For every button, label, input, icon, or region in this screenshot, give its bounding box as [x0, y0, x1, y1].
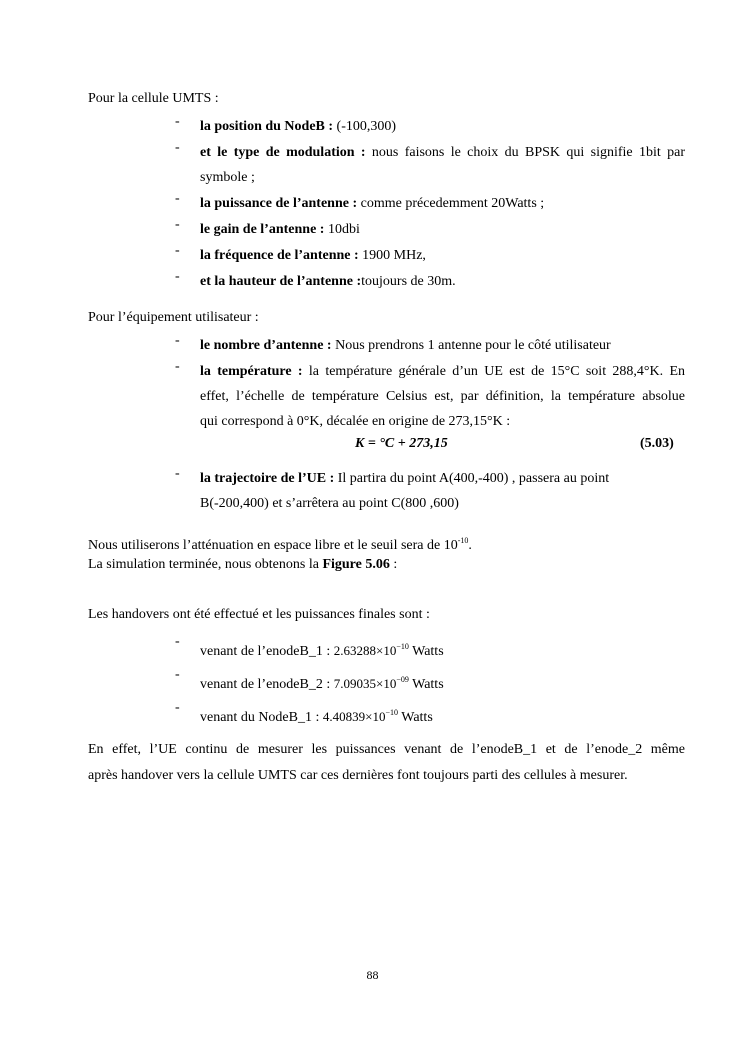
list-item-text: le nombre d’antenne : Nous prendrons 1 antenne pour le côté utilisateur [200, 338, 611, 353]
list-dash: - [175, 333, 180, 348]
list-item-text: la température : la température générale d’un UE est de 15°C soit 288,4°K. En [200, 364, 685, 379]
list-item-text: la trajectoire de l’UE : Il partira du point A(400,-400) , passera au point [200, 471, 610, 486]
power-item-text: venant de l’enodeB_2 : $7.09035\times 10^{-09}$ Watts [200, 675, 444, 692]
list-item-continuation: effet, l’échelle de température Celsius est, par définition, la température absolue [200, 389, 685, 404]
list-item-continuation: qui correspond à 0°K, décalée en origine de 273,15°K : [200, 414, 511, 429]
list-item-text: et la hauteur de l’antenne :toujours de 30m. [200, 274, 456, 289]
list-dash: - [175, 466, 180, 481]
list-dash: - [175, 269, 180, 284]
list-dash: - [175, 700, 180, 715]
power-item-text: venant de l’enodeB_1 : $2.63288\times 10^{-10}$ Watts [200, 642, 444, 659]
page-number: 88 [366, 968, 379, 982]
list-dash: - [175, 114, 180, 129]
conclusion-line: En effet, l’UE continu de mesurer les puissances venant de l’enodeB_1 et de l’enode_2 même [88, 742, 685, 757]
list-item-text: la fréquence de l’antenne : 1900 MHz, [200, 248, 426, 263]
list-item-text: et le type de modulation : nous faisons le choix du BPSK qui signifie 1bit par [200, 145, 685, 160]
list-dash: - [175, 140, 180, 155]
conclusion-line: après handover vers la cellule UMTS car ces dernières font toujours parti des cellules à mesurer. [88, 768, 628, 783]
list-dash: - [175, 667, 180, 682]
list-item-text: la position du NodeB : (-100,300) [200, 119, 397, 134]
attenuation-paragraph: Nous utiliserons l’atténuation en espace libre et le seuil sera de $10^{-10}$. [88, 536, 472, 553]
list-item-continuation: symbole ; [200, 170, 255, 185]
equation-number: (5.03) [640, 436, 674, 451]
simulation-paragraph: La simulation terminée, nous obtenons la Figure 5.06 : [88, 557, 398, 572]
list-dash: - [175, 217, 180, 232]
power-item-text: venant du NodeB_1 : $4.40839\times 10^{-10}$ Watts [200, 708, 433, 725]
section-umts-heading: Pour la cellule UMTS : [88, 91, 219, 106]
list-dash: - [175, 634, 180, 649]
list-dash: - [175, 359, 180, 374]
handover-heading: Les handovers ont été effectué et les puissances finales sont : [88, 607, 430, 622]
equation: K = °C + 273,15 [355, 436, 448, 451]
list-dash: - [175, 191, 180, 206]
section-ue-heading: Pour l’équipement utilisateur : [88, 310, 259, 325]
list-dash: - [175, 243, 180, 258]
list-item-text: le gain de l’antenne : 10dbi [200, 222, 360, 237]
list-item-continuation: B(-200,400) et s’arrêtera au point C(800 ,600) [200, 496, 459, 511]
list-item-text: la puissance de l’antenne : comme précedemment 20Watts ; [200, 196, 545, 211]
